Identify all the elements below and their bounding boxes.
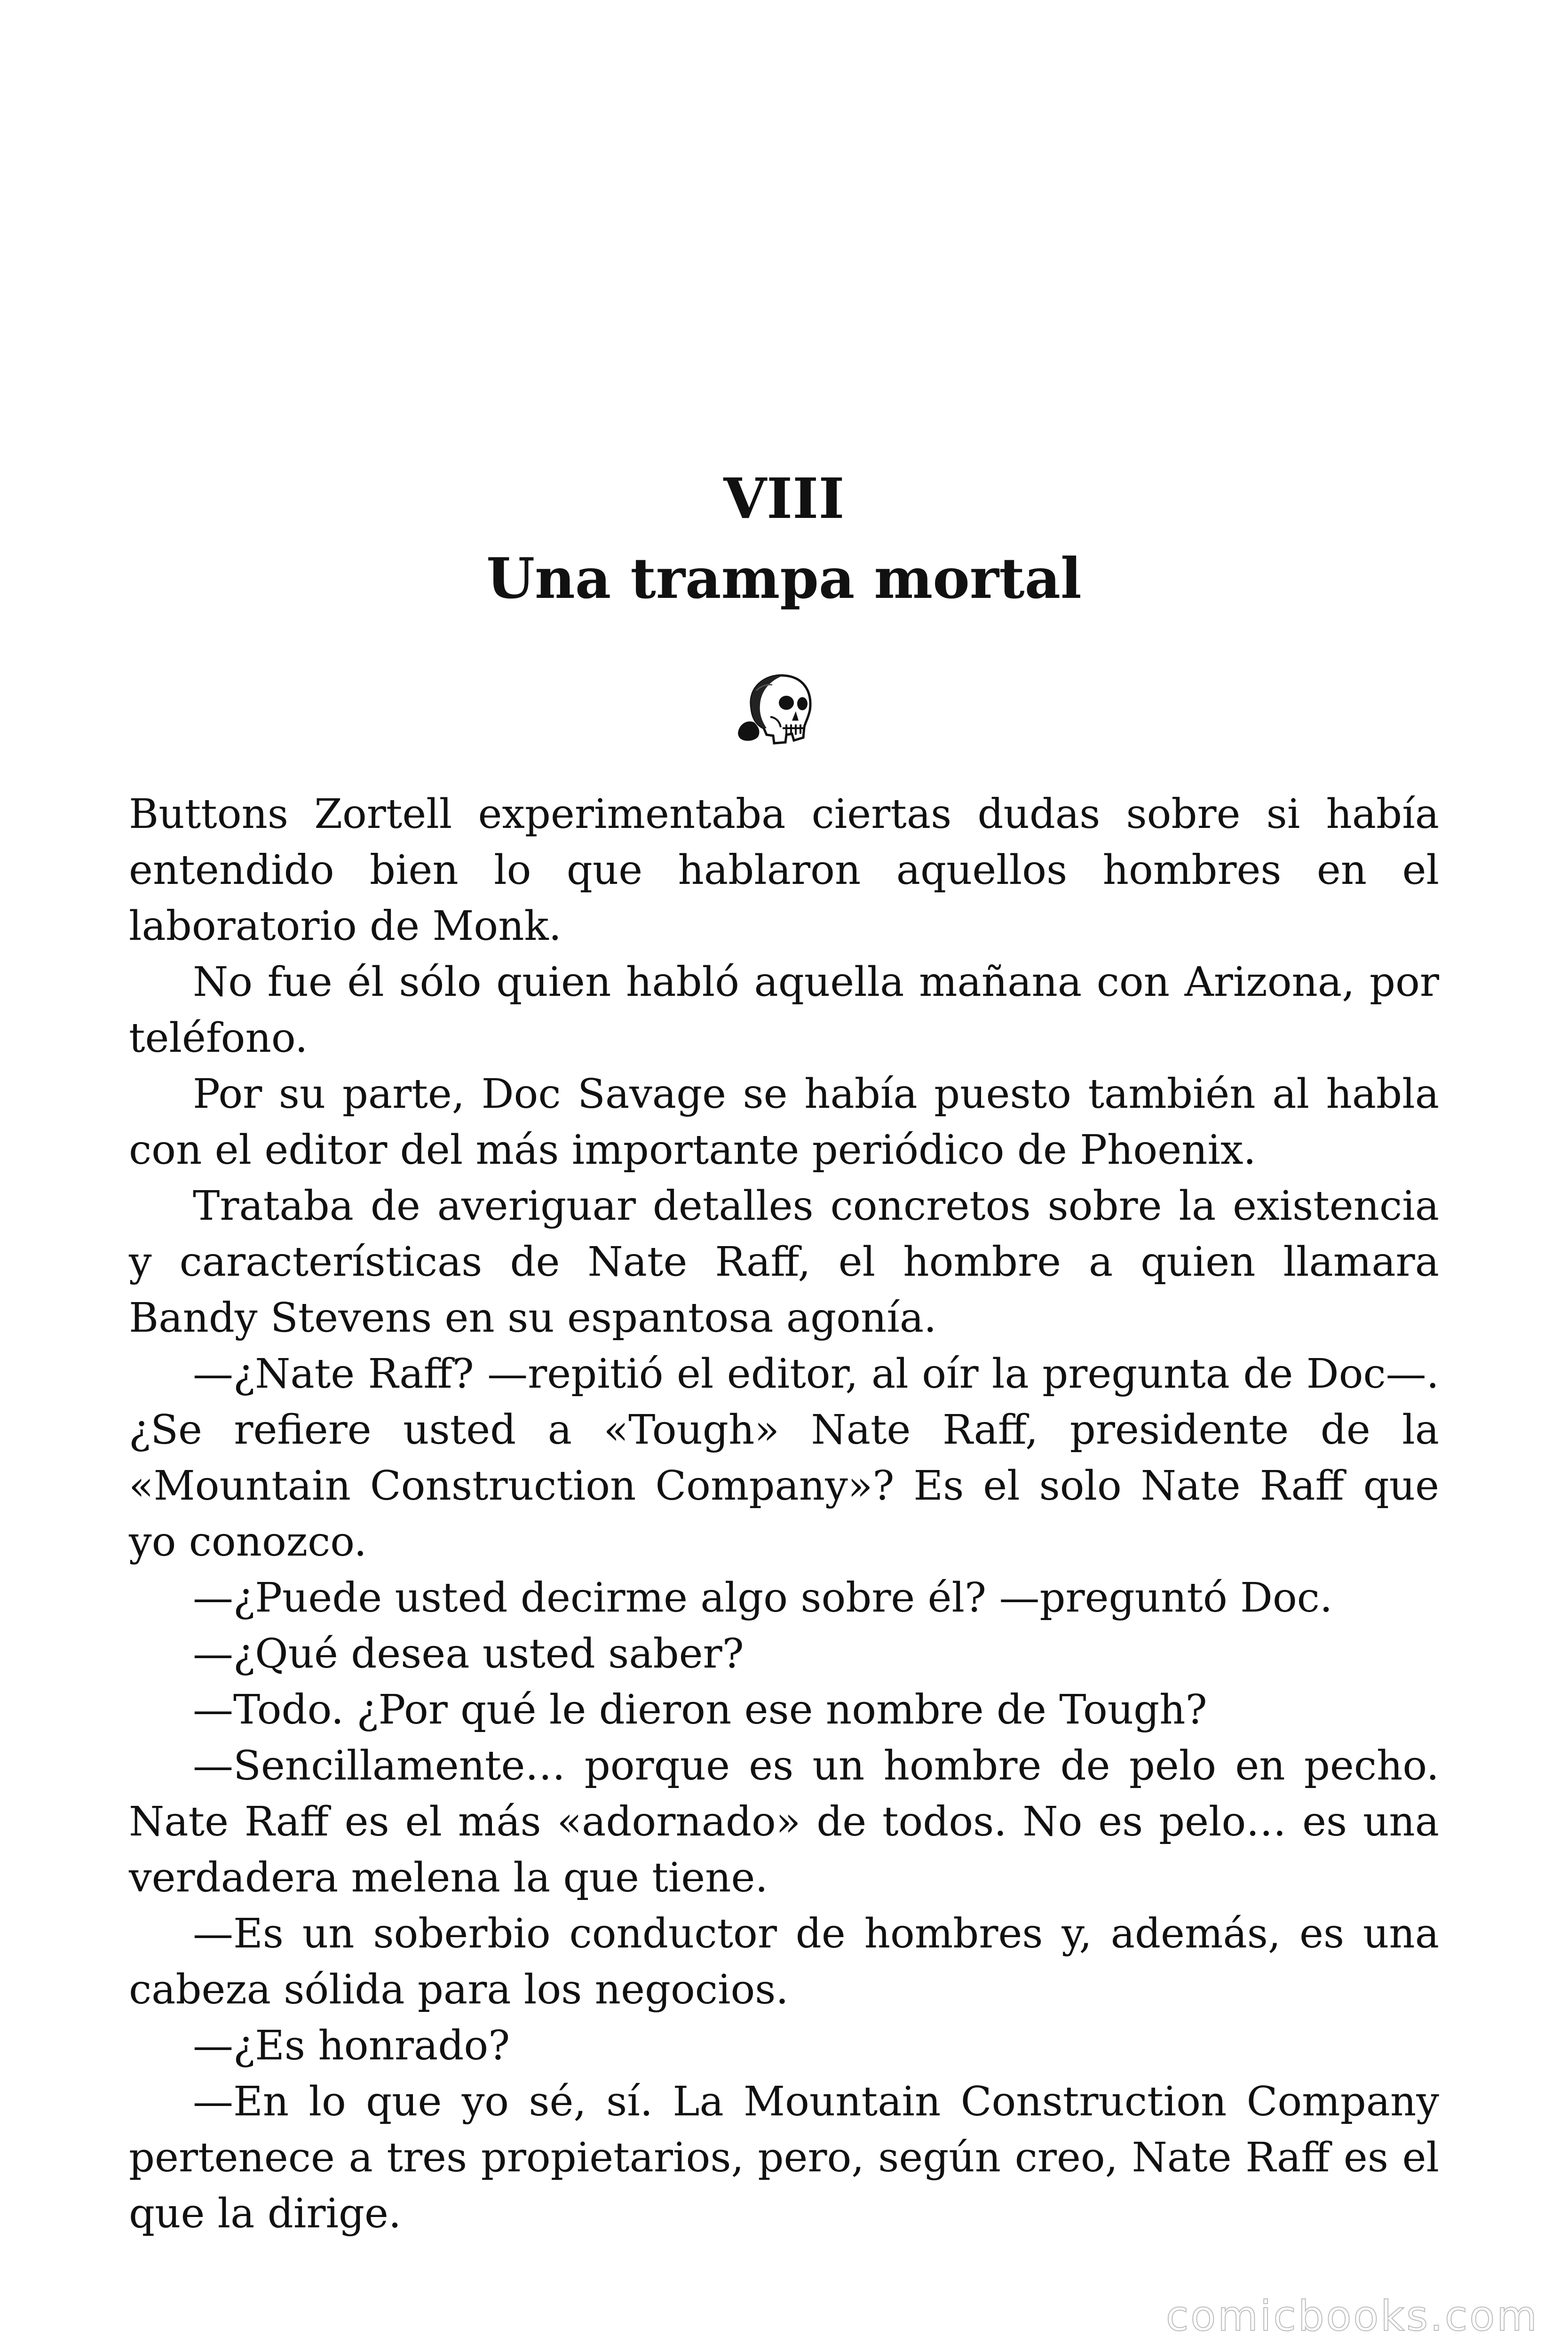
skull-icon xyxy=(737,672,816,746)
paragraph: Por su parte, Doc Savage se había puesto también al habla con el editor del más importante periódico de Phoenix. xyxy=(129,1071,1439,1174)
paragraph: —¿Puede usted decirme algo sobre él? —preguntó Doc. xyxy=(193,1574,1333,1621)
paragraph: —Es un soberbio conductor de hombres y, además, es una cabeza sólida para los negocios. xyxy=(129,1910,1439,2013)
paragraph: Buttons Zortell experimentaba ciertas dudas sobre si había entendido bien lo que hablaron aquellos hombres en el laboratorio de Monk. xyxy=(129,791,1439,950)
chapter-title: Una trampa mortal xyxy=(486,546,1082,611)
paragraph: —Todo. ¿Por qué le dieron ese nombre de Tough? xyxy=(193,1686,1207,1733)
paragraph: —¿Es honrado? xyxy=(193,2022,510,2069)
paragraph: —¿Qué desea usted saber? xyxy=(193,1630,744,1677)
paragraph: Trataba de averiguar detalles concretos sobre la existencia y características de Nate Raff, el hombre a quien llamara Bandy Stevens en su espantosa agonía. xyxy=(129,1183,1439,1342)
paragraph: No fue él sólo quien habló aquella mañana con Arizona, por teléfono. xyxy=(129,959,1439,1062)
chapter-body xyxy=(129,787,1439,2242)
paragraph: —¿Nate Raff? —repitió el editor, al oír la pregunta de Doc—. ¿Se refiere usted a «Tough» Nate Raff, presidente de la «Mountain Construction Company»? Es el solo Nate Raff que yo conozco. xyxy=(129,1351,1439,1565)
chapter-header xyxy=(0,459,1568,619)
paragraph: —Sencillamente… porque es un hombre de pelo en pecho. Nate Raff es el más «adornado» de todos. No es pelo… es una verdadera melena la que tiene. xyxy=(129,1742,1439,1901)
chapter-number: VIII xyxy=(723,466,845,531)
paragraph: —En lo que yo sé, sí. La Mountain Construction Company pertenece a tres propietarios, pero, según creo, Nate Raff es el que la dirige. xyxy=(129,2078,1439,2237)
watermark: comicbooks.com xyxy=(1165,2292,1539,2340)
